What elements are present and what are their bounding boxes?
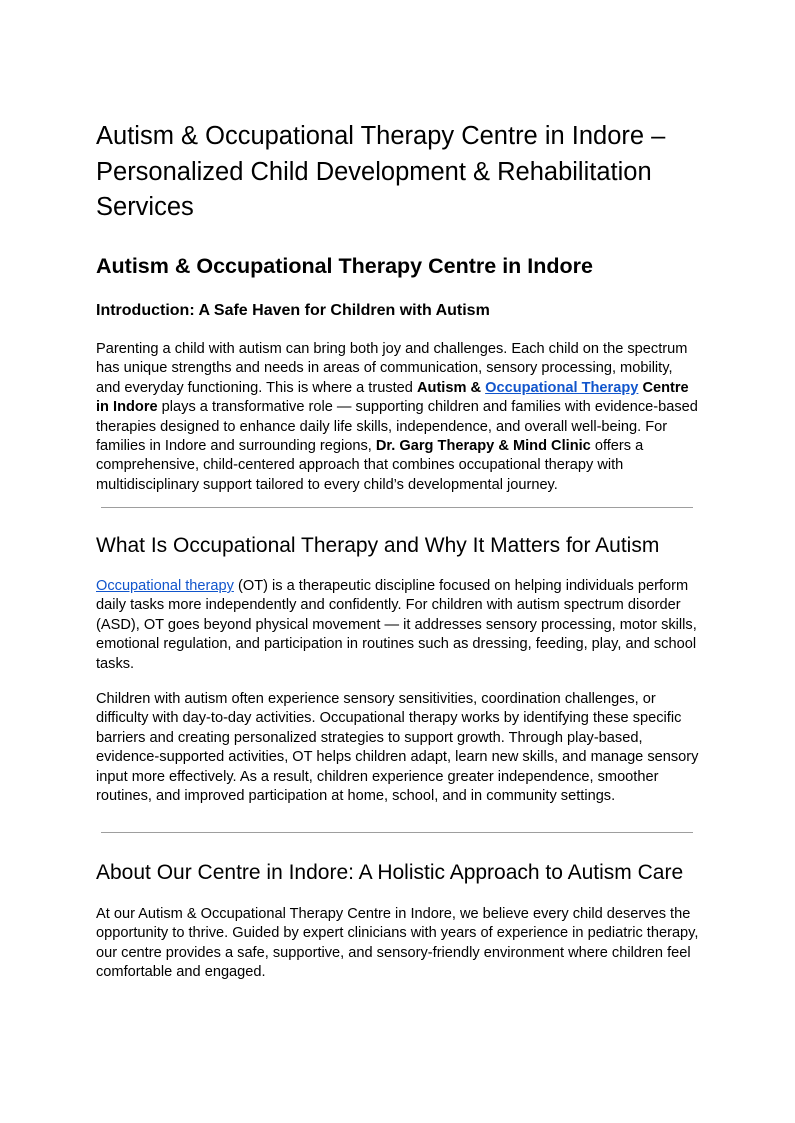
intro-bold-1: Autism & [416, 379, 482, 396]
intro-heading: Introduction: A Safe Haven for Children with Autism [96, 302, 490, 319]
intro-text-3: offers a comprehensive, child-centered approach that combines occupational therapy with multidisciplinary support tailored to every child’s developmental journey. [96, 438, 644, 493]
section2-paragraph-2: Children with autism often experience sensory sensitivities, coordination challenges, or difficulty with day-to-day activities. Occupational therapy works by identifying these specific barriers and creating personalized strategies to support growth. Through play-based, evidence-supported activities, OT helps children adapt, learn new skills, and manage sensory input more effectively. As a result, children experience greater independence, smoother routines, and improved participation at home, school, and in community settings. [96, 691, 699, 805]
intro-text-1: Parenting a child with autism can bring both joy and challenges. Each child on the spectrum has unique strengths and needs in areas of communication, sensory processing, mobility, and everyday functioning. This is where a trusted [96, 341, 688, 396]
intro-paragraph [96, 340, 700, 495]
section3-heading: About Our Centre in Indore: A Holistic Approach to Autism Care [96, 861, 684, 884]
occupational-therapy-link-2[interactable]: Occupational therapy [96, 578, 234, 594]
section2-paragraph-1 [96, 577, 700, 674]
main-heading: Autism & Occupational Therapy Centre in Indore [96, 254, 593, 278]
section2-heading: What Is Occupational Therapy and Why It Matters for Autism [96, 534, 660, 557]
section-divider-1 [101, 507, 693, 508]
intro-bold-2: Centre in Indore [96, 379, 689, 416]
section3-paragraph-1: At our Autism & Occupational Therapy Centre in Indore, we believe every child deserves the opportunity to thrive. Guided by expert clinicians with years of experience in pediatric therapy, our centre provides a safe, supportive, and sensory-friendly environment where children feel comfortable and engaged. [96, 906, 699, 981]
document-title: Autism & Occupational Therapy Centre in Indore – Personalized Child Development & Rehabilitation Services [96, 122, 666, 221]
intro-bold-3: Dr. Garg Therapy & Mind Clinic [375, 438, 591, 455]
section2-p1-text: (OT) is a therapeutic discipline focused on helping individuals perform daily tasks more independently and confidently. For children with autism spectrum disorder (ASD), OT goes beyond physical movement — it addresses sensory processing, motor skills, emotional regulation, and participation in routines such as dressing, feeding, play, and school tasks. [96, 578, 697, 672]
occupational-therapy-link[interactable]: Occupational Therapy [485, 379, 639, 396]
section-divider-2 [101, 832, 693, 833]
intro-text-2: plays a transformative role — supporting children and families with evidence-based therapies designed to enhance daily life skills, independence, and overall well-being. For families in Indore and surrounding regions, [96, 399, 698, 455]
